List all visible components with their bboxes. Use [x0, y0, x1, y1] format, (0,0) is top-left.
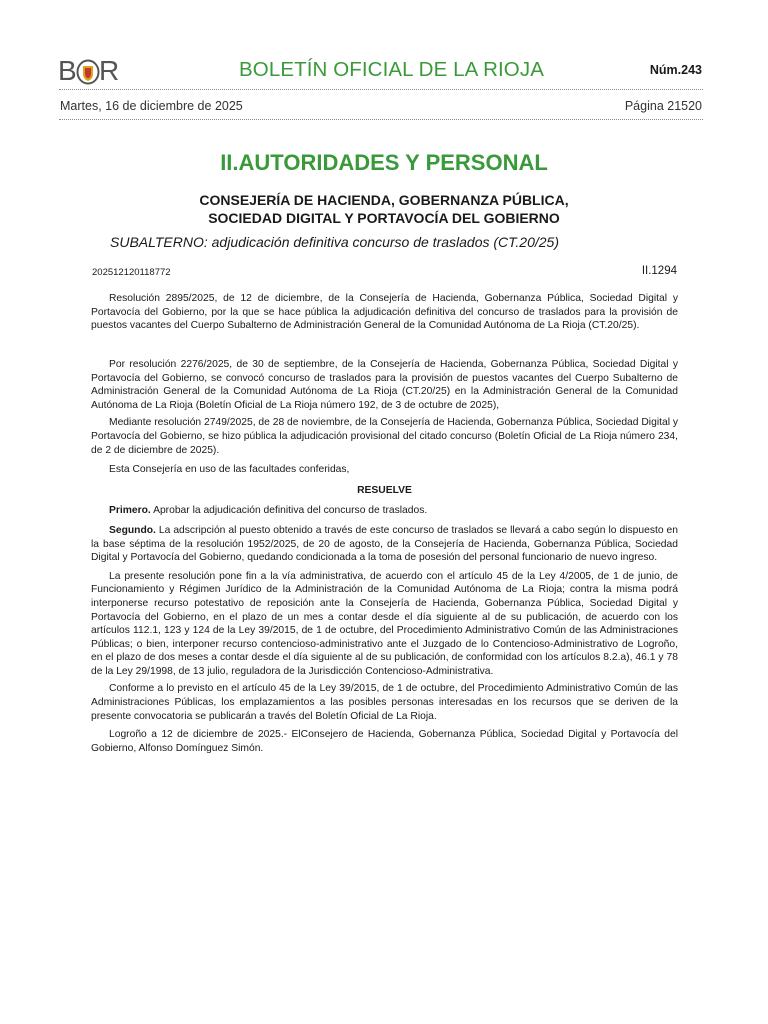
- summary-paragraph: Resolución 2895/2025, de 12 de diciembre, de la Consejería de Hacienda, Gobernanza Pública, Sociedad Digital y Portavocía del Gobierno, por la que se hace pública la adjudicación definitiva del concurso de traslados para la provisión de puestos vacantes del Cuerpo Subalterno de Administración General de la Comunidad Autónoma de La Rioja (CT.20/25).: [91, 293, 678, 332]
- bulletin-title: BOLETÍN OFICIAL DE LA RIOJA: [239, 58, 544, 81]
- paragraph-recursos: La presente resolución pone fin a la vía administrativa, de acuerdo con el artículo 45 de la Ley 4/2005, de 1 de junio, de Funcionamiento y Régimen Jurídico de la Administración de la Comunidad Autónoma de La Rioja; contra la misma podrá interponerse recurso potestativo de reposición ante la Consejería de Hacienda, Gobernanza Pública, Sociedad Digital y Portavocía del Gobierno, en el plazo de un mes a contar desde el día siguiente al de su publicación, de acuerdo con los artículos 112.1, 123 y 124 de la Ley 39/2015, de 1 de octubre, del Procedimiento Administrativo Común de las Administraciones Públicas; o bien, interponer recurso contencioso-administrativo ante el Juzgado de lo Contencioso-Administrativo de Logroño, en el plazo de dos meses a contar desde el día siguiente al de su publicación, de conformidad con los artículos 8.2.a), 46.1 y 78 de la Ley 29/1998, de 13 julio, reguladora de la Jurisdicción Contencioso-Administrativa.: [91, 570, 678, 677]
- segundo-label: Segundo.: [109, 524, 156, 536]
- logo-shield-icon: [76, 59, 100, 85]
- logo-letter-r: R: [99, 55, 120, 86]
- segundo-text: La adscripción al puesto obtenido a través de este concurso de traslados se llevará a cabo según lo dispuesto en la base séptima de la resolución 1952/2025, de 20 de agosto, de la Consejería de Hacienda, Gobernanza Pública, Sociedad Digital y Portavocía del Gobierno, quedando condicionada a la toma de posesión del personal funcionario de nuevo ingreso.: [91, 524, 678, 564]
- publication-date: Martes, 16 de diciembre de 2025: [60, 99, 243, 113]
- department-line-2: SOCIEDAD DIGITAL Y PORTAVOCÍA DEL GOBIERNO: [208, 210, 560, 226]
- summary-block: [91, 292, 678, 333]
- reference-code: 202512120118772: [92, 267, 171, 278]
- primero-label: Primero.: [109, 505, 151, 517]
- issue-number: Núm.243: [649, 63, 702, 77]
- department-heading: [0, 191, 768, 227]
- bor-logo: [58, 55, 120, 87]
- paragraph-facultades: Esta Consejería en uso de las facultades conferidas,: [109, 464, 350, 476]
- subject-line: SUBALTERNO: adjudicación definitiva concurso de traslados (CT.20/25): [110, 234, 559, 250]
- reference-number: II.1294: [641, 265, 677, 277]
- header-divider-top: [59, 89, 703, 90]
- primero-text: Aprobar la adjudicación definitiva del concurso de traslados.: [150, 505, 428, 517]
- paragraph-convocatoria: Por resolución 2276/2025, de 30 de septiembre, de la Consejería de Hacienda, Gobernanza Pública, Sociedad Digital y Portavocía del Gobierno, se convocó concurso de traslados para la provisión de puestos vacantes del Cuerpo Subalterno de Administración General de la Comunidad Autónoma de La Rioja (CT.20/25) en la Administración General de la Comunidad Autónoma de La Rioja (Boletín Oficial de La Rioja número 192, de 3 de octubre de 2025),: [91, 359, 678, 411]
- body-text: [91, 358, 678, 755]
- paragraph-segundo: [91, 524, 678, 565]
- header-divider-bottom: [59, 119, 703, 120]
- department-line-1: CONSEJERÍA DE HACIENDA, GOBERNANZA PÚBLICA,: [199, 192, 569, 208]
- section-title: II.AUTORIDADES Y PERSONAL: [220, 150, 548, 175]
- logo-letter-b: B: [58, 55, 77, 86]
- paragraph-adjudicacion-provisional: Mediante resolución 2749/2025, de 28 de noviembre, de la Consejería de Hacienda, Gobernanza Pública, Sociedad Digital y Portavocía del Gobierno, se hizo pública la adjudicación provisional del citado concurso (Boletín Oficial de La Rioja número 234, de 2 de diciembre de 2025).: [91, 417, 678, 456]
- paragraph-firma: Logroño a 12 de diciembre de 2025.- ElConsejero de Hacienda, Gobernanza Pública, Sociedad Digital y Portavocía del Gobierno, Alfonso Domínguez Simón.: [91, 729, 678, 754]
- page-number: Página 21520: [624, 99, 702, 113]
- paragraph-primero: [91, 504, 678, 518]
- resuelve-heading: RESUELVE: [357, 484, 412, 496]
- paragraph-emplazamientos: Conforme a lo previsto en el artículo 45 de la Ley 39/2015, de 1 de octubre, del Procedimiento Administrativo Común de las Administraciones Públicas, los emplazamientos a las posibles personas interesadas en los recursos que se deriven de la presente convocatoria se publicarán a través del Boletín Oficial de La Rioja.: [91, 683, 678, 722]
